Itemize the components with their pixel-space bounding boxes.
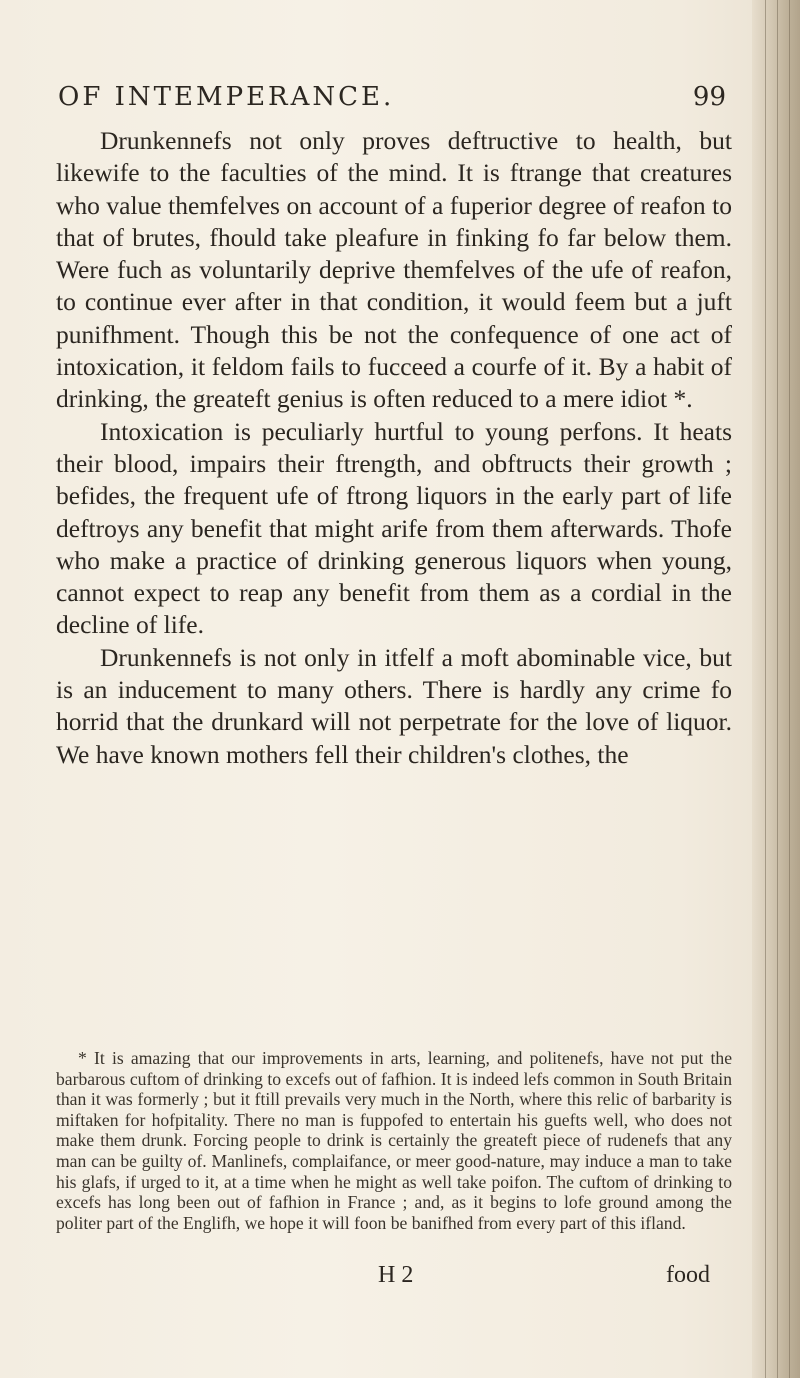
signature-mark: H 2	[378, 1262, 414, 1288]
paragraph: Intoxication is peculiarly hurtful to young perfons. It heats their blood, impairs their ftrength, and obftructs their growth ; befides, the frequent ufe of ftrong liquors in the early part of life deftroys any benefit that might arife from them afterwards. Thofe who make a practice of drinking generous liquors when young, cannot expect to reap any benefit from them as a cordial in the decline of life.	[56, 416, 732, 640]
running-head	[58, 82, 758, 122]
paragraph: Drunkennefs is not only in itfelf a moft abominable vice, but is an inducement to many others. There is hardly any crime fo horrid that the drunkard will not perpetrate for the love of liquor. We have known mothers fell their children's clothes, the	[56, 642, 732, 769]
binding-line	[765, 0, 766, 1378]
footnote: * It is amazing that our improvements in arts, learning, and politenefs, have not put the barbarous cuftom of drinking to excefs out of fafhion. It is indeed lefs common in South Britain than it was formerly ; but it ftill prevails very much in the North, where this relic of barbarity is miftaken for hofpitality. There no man is fuppofed to entertain his guefts well, who does not make them drunk. Forcing people to drink is certainly the greateft piece of rudenefs that any man can be guilty of. Manlinefs, complaifance, or meer good-nature, may induce a man to take his glafs, if urged to it, at a time when he might as well take poifon. The cuftom of drinking to excefs has long been out of fafhion in France ; and, as it begins to lofe ground among the politer part of the Englifh, we hope it will foon be banifhed from every part of this ifland.	[56, 1048, 732, 1233]
body-text	[56, 125, 732, 771]
page-binding-edge	[752, 0, 800, 1378]
paragraph: Drunkennefs not only proves deftructive to health, but likewife to the faculties of the mind. It is ftrange that creatures who value themfelves on account of a fuperior degree of reafon to that of brutes, fhould take pleafure in finking fo far below them. Were fuch as voluntarily deprive themfelves of the ufe of reafon, to continue ever after in that condition, it would feem but a juft punifhment. Though this be not the confequence of one act of intoxication, it feldom fails to fucceed a courfe of it. By a habit of drinking, the greateft genius is often reduced to a mere idiot *.	[56, 126, 732, 414]
catchword: food	[666, 1262, 710, 1288]
binding-line	[789, 0, 790, 1378]
running-head-title: OF INTEMPERANCE.	[58, 82, 395, 112]
page-number: 99	[692, 82, 726, 112]
binding-line	[777, 0, 778, 1378]
